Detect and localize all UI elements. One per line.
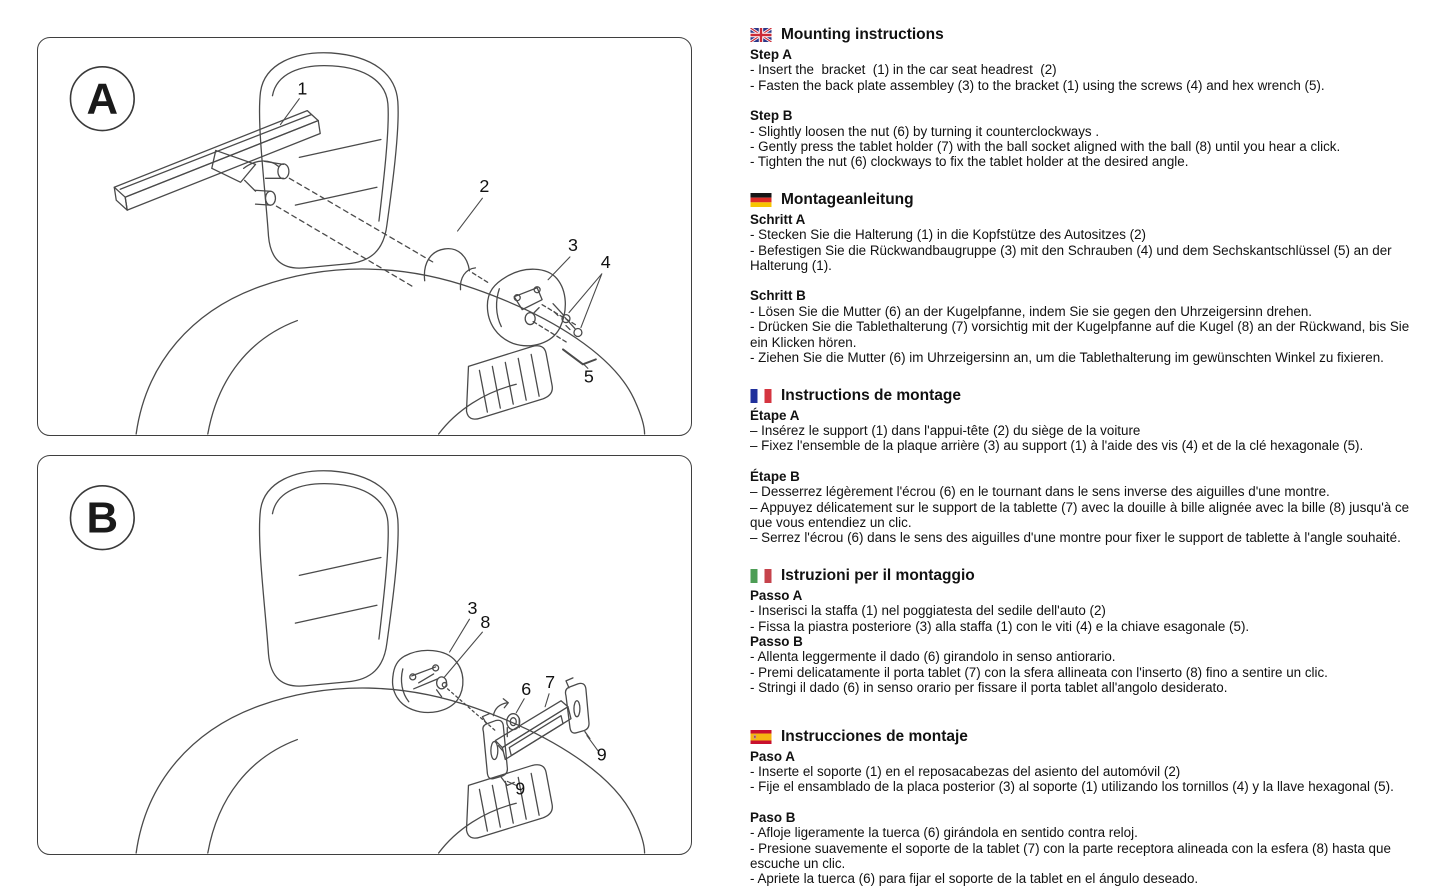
callout-9-right: 9	[596, 744, 607, 765]
step-label: Step A	[750, 47, 792, 62]
spain-flag-icon	[750, 730, 772, 744]
step-b	[750, 469, 1426, 546]
step-label: Schritt A	[750, 211, 806, 227]
instruction-line: - Allenta leggermente il dado (6) girandolo in senso antiorario.	[750, 649, 1116, 665]
uk-flag-icon	[750, 28, 772, 42]
section-english	[750, 26, 1426, 170]
section-italian	[750, 567, 1426, 696]
instruction-line: – Serrez l'écrou (6) dans le sens des aiguilles d'une montre pour fixer le support de tablette à l'angle souhaité.	[750, 530, 1401, 546]
instruction-line: - Insert the bracket (1) in the car seat headrest (2)	[750, 62, 1057, 78]
callout-9-left: 9	[515, 778, 526, 799]
instruction-line: – Fixez l'ensemble de la plaque arrière (3) au support (1) à l'aide des vis (4) et de la clé hexagonale (5).	[750, 438, 1364, 454]
callout-4: 4	[600, 251, 611, 272]
section-title: Istruzioni per il montaggio	[781, 566, 975, 584]
hex-wrench	[563, 349, 596, 364]
callout-leader-lines-a	[280, 99, 601, 369]
step-a	[750, 408, 1426, 454]
section-title: Instructions de montage	[781, 386, 961, 404]
seat-back-outline	[136, 269, 644, 434]
step-a	[750, 212, 1426, 274]
step-label: Passo B	[750, 633, 803, 649]
instruction-line: - Fasten the back plate assembley (3) to the bracket (1) using the screws (4) and hex wrench (5).	[750, 77, 1325, 93]
italy-flag-icon	[750, 569, 772, 583]
panel-b-badge	[70, 486, 134, 550]
rotation-arrow	[493, 703, 507, 716]
panel-b-letter: B	[86, 493, 119, 543]
callout-3: 3	[567, 234, 578, 255]
instruction-line: – Appuyez délicatement sur le support de la tablette (7) avec la douille à bille alignée avec la bille (8) jusqu'à ce que vous entendiez un clic.	[750, 499, 1413, 530]
callout-1: 1	[297, 78, 308, 99]
instructions-column	[750, 26, 1426, 887]
instruction-line: - Gently press the tablet holder (7) with the ball socket aligned with the ball (8) until you hear a click.	[750, 139, 1341, 155]
alignment-dotted-line	[448, 689, 496, 731]
step-a	[750, 588, 1426, 634]
section-french	[750, 387, 1426, 546]
step-a	[750, 749, 1426, 795]
france-flag-icon	[750, 389, 772, 403]
mounted-back-plate-drawing	[393, 650, 496, 730]
tablet-holder-drawing	[482, 678, 589, 785]
instruction-line: - Inserte el soporte (1) en el reposacabezas del asiento del automóvil (2)	[750, 764, 1181, 779]
instruction-line: - Afloje ligeramente la tuerca (6) girándola en sentido contra reloj.	[750, 825, 1138, 841]
instruction-line: - Stecken Sie die Halterung (1) in die Kopfstütze des Autositzes (2)	[750, 227, 1146, 243]
holder-arm	[483, 720, 508, 779]
callout-3: 3	[467, 598, 478, 619]
nut	[507, 714, 520, 730]
section-title: Montageanleitung	[781, 190, 914, 208]
step-b	[750, 810, 1426, 887]
instruction-line: - Premi delicatamente il porta tablet (7) con la sfera allineata con l'inserto (8) fino a sentire un clic.	[750, 664, 1328, 680]
back-plate-assembly-drawing	[472, 269, 595, 364]
section-german-heading	[750, 191, 1426, 209]
section-spanish-heading	[750, 728, 1426, 746]
section-italian-heading	[750, 567, 1426, 585]
instruction-line: - Apriete la tuerca (6) para fijar el soporte de la tablet en el ángulo deseado.	[750, 871, 1199, 887]
panel-a-letter: A	[86, 74, 119, 124]
section-english-heading	[750, 26, 1426, 44]
instruction-line: - Inserisci la staffa (1) nel poggiatesta del sedile dell'auto (2)	[750, 603, 1106, 619]
step-a	[750, 47, 1426, 93]
section-title: Instrucciones de montaje	[781, 727, 968, 745]
diagram-b-art	[38, 456, 691, 854]
instruction-line: - Lösen Sie die Mutter (6) an der Kugelpfanne, indem Sie sie gegen den Uhrzeigersinn drehen.	[750, 303, 1313, 319]
instruction-line: – Insérez le support (1) dans l'appui-tête (2) du siège de la voiture	[750, 422, 1141, 438]
diagram-panel-b	[37, 455, 692, 855]
callout-2: 2	[479, 176, 490, 197]
step-label: Step B	[750, 108, 793, 124]
panel-a-badge	[70, 67, 134, 131]
instruction-line: - Fissa la piastra posteriore (3) alla staffa (1) con le viti (4) e la chiave esagonale (5).	[750, 618, 1250, 634]
headrest-outline	[260, 471, 399, 686]
holder-bar	[495, 701, 568, 748]
instruction-line: - Presione suavemente el soporte de la tablet (7) con la parte receptora alineada con la esfera (8) hasta que escuche un clic.	[750, 840, 1395, 872]
instruction-line: - Befestigen Sie die Rückwandbaugruppe (3) mit den Schrauben (4) und dem Sechskantschlüssel (5) an der Halterung (1).	[750, 242, 1396, 274]
callout-6: 6	[521, 678, 532, 699]
instruction-line: - Ziehen Sie die Mutter (6) im Uhrzeigersinn an, um die Tablethalterung im gewünschten Winkel zu fixieren.	[750, 350, 1384, 366]
instruction-line: - Tighten the nut (6) clockways to fix the tablet holder at the desired angle.	[750, 154, 1189, 170]
section-french-heading	[750, 387, 1426, 405]
callout-5: 5	[583, 366, 594, 387]
instruction-line: - Slightly loosen the nut (6) by turning it counterclockways .	[750, 123, 1100, 139]
holder-arm	[565, 683, 589, 733]
callout-7: 7	[545, 671, 556, 692]
callout-numbers-b	[467, 598, 606, 798]
car-seat-drawing	[136, 471, 644, 853]
headrest-outline	[260, 53, 399, 268]
instruction-line: – Desserrez légèrement l'écrou (6) en le tournant dans le sens inverse des aiguilles d'une montre.	[750, 484, 1330, 500]
step-label: Étape B	[750, 468, 800, 484]
callout-8: 8	[480, 612, 491, 633]
germany-flag-icon	[750, 193, 772, 207]
step-b	[750, 108, 1426, 170]
back-plate	[393, 650, 463, 712]
diagram-a-art	[38, 38, 691, 435]
step-label: Passo A	[750, 587, 803, 603]
step-b	[750, 288, 1426, 365]
step-b	[750, 634, 1426, 696]
section-title: Mounting instructions	[781, 26, 944, 43]
step-label: Étape A	[750, 407, 800, 423]
step-label: Paso B	[750, 809, 796, 825]
instruction-line: - Drücken Sie die Tablethalterung (7) vorsichtig mit der Kugelpfanne auf die Kugel (8) an der Rückwand, bis Sie ein Klicken hören.	[750, 319, 1413, 350]
instruction-line: - Stringi il dado (6) in senso orario per fissare il porta tablet all'angolo desiderato.	[750, 680, 1228, 696]
section-spanish	[750, 728, 1426, 887]
step-label: Schritt B	[750, 288, 806, 304]
step-label: Paso A	[750, 748, 795, 764]
screw	[574, 329, 582, 337]
instruction-line: - Fije el ensamblado de la placa posterior (3) al soporte (1) utilizando los tornillos (4) y la llave hexagonal (5).	[750, 779, 1394, 795]
ball-stud	[525, 313, 535, 325]
section-german	[750, 191, 1426, 366]
headrest-bracket-drawing	[114, 111, 432, 288]
diagram-panel-a	[37, 37, 692, 436]
